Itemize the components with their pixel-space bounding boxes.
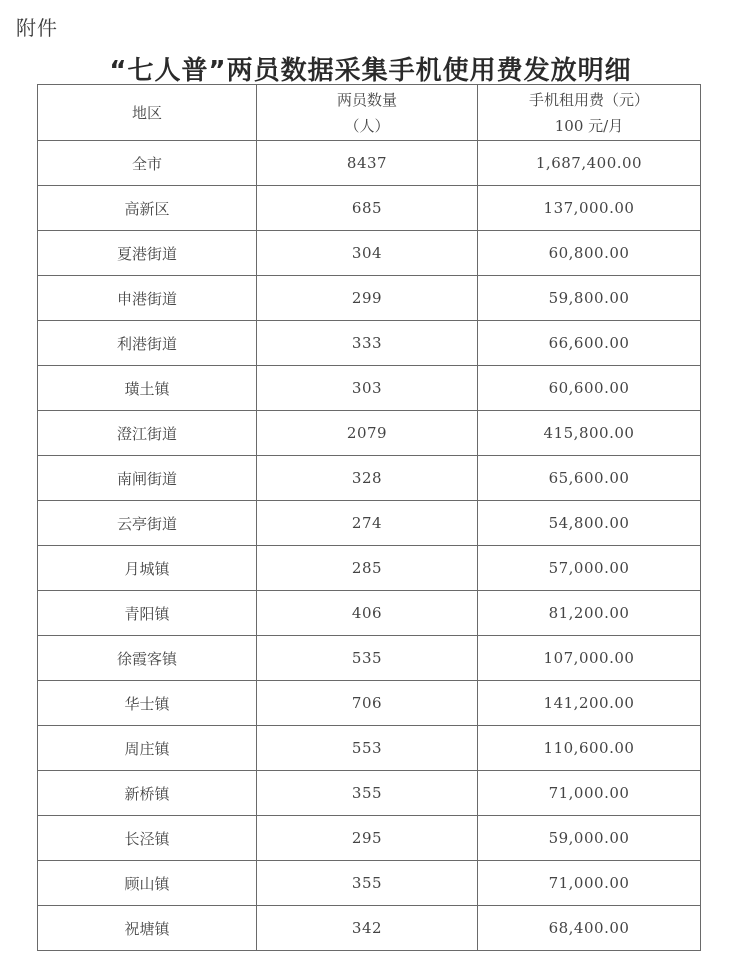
cell-fee: 71,000.00 bbox=[478, 861, 701, 906]
cell-fee: 65,600.00 bbox=[478, 456, 701, 501]
cell-region: 利港街道 bbox=[38, 321, 257, 366]
table-row bbox=[38, 816, 701, 861]
cell-region: 月城镇 bbox=[38, 546, 257, 591]
table-row bbox=[38, 861, 701, 906]
cell-count: 706 bbox=[257, 681, 478, 726]
cell-region: 青阳镇 bbox=[38, 591, 257, 636]
cell-fee: 57,000.00 bbox=[478, 546, 701, 591]
table-row bbox=[38, 636, 701, 681]
cell-region: 高新区 bbox=[38, 186, 257, 231]
cell-region: 澄江街道 bbox=[38, 411, 257, 456]
cell-count: 2079 bbox=[257, 411, 478, 456]
cell-fee: 68,400.00 bbox=[478, 906, 701, 951]
cell-count: 299 bbox=[257, 276, 478, 321]
cell-count: 535 bbox=[257, 636, 478, 681]
header-fee-line1: 手机租用费（元） bbox=[528, 90, 649, 109]
table-row bbox=[38, 906, 701, 951]
table-row bbox=[38, 591, 701, 636]
header-count bbox=[257, 85, 478, 141]
cell-fee: 60,800.00 bbox=[478, 231, 701, 276]
cell-fee: 1,687,400.00 bbox=[478, 141, 701, 186]
cell-fee: 71,000.00 bbox=[478, 771, 701, 816]
cell-count: 304 bbox=[257, 231, 478, 276]
table-row bbox=[38, 276, 701, 321]
cell-region: 长泾镇 bbox=[38, 816, 257, 861]
header-count-line1: 两员数量 bbox=[336, 90, 397, 109]
cell-fee: 137,000.00 bbox=[478, 186, 701, 231]
header-count-line2: （人） bbox=[344, 116, 390, 135]
cell-fee: 66,600.00 bbox=[478, 321, 701, 366]
cell-count: 685 bbox=[257, 186, 478, 231]
cell-region: 徐霞客镇 bbox=[38, 636, 257, 681]
cell-fee: 54,800.00 bbox=[478, 501, 701, 546]
table-row bbox=[38, 366, 701, 411]
table-row bbox=[38, 231, 701, 276]
cell-fee: 141,200.00 bbox=[478, 681, 701, 726]
table-row bbox=[38, 321, 701, 366]
cell-fee: 415,800.00 bbox=[478, 411, 701, 456]
table-row bbox=[38, 186, 701, 231]
cell-count: 285 bbox=[257, 546, 478, 591]
table-row bbox=[38, 546, 701, 591]
cell-region: 申港街道 bbox=[38, 276, 257, 321]
header-fee bbox=[478, 85, 701, 141]
cell-fee: 107,000.00 bbox=[478, 636, 701, 681]
cell-count: 328 bbox=[257, 456, 478, 501]
attachment-label: 附件 bbox=[16, 16, 58, 40]
cell-region: 璜土镇 bbox=[38, 366, 257, 411]
table-row bbox=[38, 141, 701, 186]
cell-count: 355 bbox=[257, 861, 478, 906]
cell-region: 全市 bbox=[38, 141, 257, 186]
cell-count: 295 bbox=[257, 816, 478, 861]
cell-count: 355 bbox=[257, 771, 478, 816]
table-row bbox=[38, 411, 701, 456]
cell-count: 274 bbox=[257, 501, 478, 546]
cell-region: 南闸街道 bbox=[38, 456, 257, 501]
table-row bbox=[38, 726, 701, 771]
cell-region: 夏港街道 bbox=[38, 231, 257, 276]
table-row bbox=[38, 456, 701, 501]
table-body bbox=[38, 141, 701, 951]
table-row bbox=[38, 501, 701, 546]
cell-count: 342 bbox=[257, 906, 478, 951]
header-fee-line2: 100 元/月 bbox=[554, 116, 624, 135]
table-row bbox=[38, 681, 701, 726]
cell-count: 333 bbox=[257, 321, 478, 366]
cell-fee: 60,600.00 bbox=[478, 366, 701, 411]
cell-region: 云亭街道 bbox=[38, 501, 257, 546]
table-header-row bbox=[38, 85, 701, 141]
cell-count: 8437 bbox=[257, 141, 478, 186]
table-row bbox=[38, 771, 701, 816]
cell-count: 406 bbox=[257, 591, 478, 636]
cell-count: 303 bbox=[257, 366, 478, 411]
cell-fee: 59,000.00 bbox=[478, 816, 701, 861]
document-title: “七人普”两员数据采集手机使用费发放明细 bbox=[109, 56, 632, 86]
header-region bbox=[38, 85, 257, 141]
fee-detail-table bbox=[37, 84, 701, 951]
cell-count: 553 bbox=[257, 726, 478, 771]
cell-region: 周庄镇 bbox=[38, 726, 257, 771]
cell-fee: 81,200.00 bbox=[478, 591, 701, 636]
cell-fee: 110,600.00 bbox=[478, 726, 701, 771]
cell-region: 华士镇 bbox=[38, 681, 257, 726]
cell-region: 祝塘镇 bbox=[38, 906, 257, 951]
cell-region: 新桥镇 bbox=[38, 771, 257, 816]
cell-region: 顾山镇 bbox=[38, 861, 257, 906]
cell-fee: 59,800.00 bbox=[478, 276, 701, 321]
header-region-label: 地区 bbox=[131, 103, 162, 122]
